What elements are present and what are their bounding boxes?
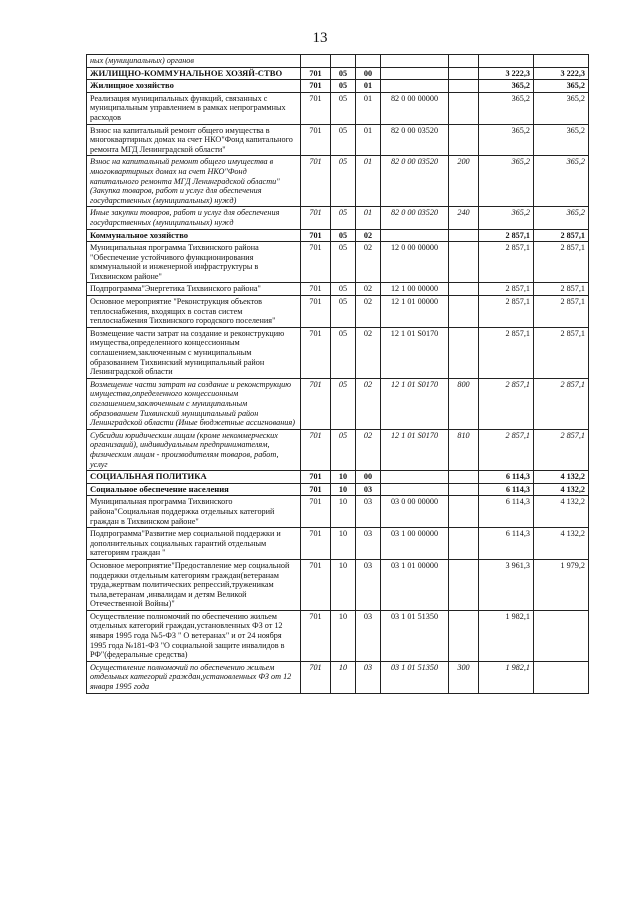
subsection-code-cell: 01 <box>356 92 381 124</box>
expense-type-cell <box>449 67 479 80</box>
amount-cell: 365,2 <box>534 92 589 124</box>
table-row <box>87 80 589 93</box>
expense-type-cell <box>449 496 479 528</box>
subsection-code-cell: 01 <box>356 207 381 229</box>
target-article-cell <box>381 471 449 484</box>
table-row <box>87 327 589 378</box>
row-name-cell: Муниципальная программа Тихвинского района "Обеспечение устойчивого функционирования коммунальной и инженерной инфраструктуры в Тихвинском районе" <box>87 242 301 283</box>
row-name-cell: Подпрограмма"Энергетика Тихвинского района" <box>87 283 301 296</box>
table-row <box>87 242 589 283</box>
expense-type-cell <box>449 327 479 378</box>
section-code-cell: 10 <box>331 610 356 661</box>
target-article-cell: 82 0 00 03520 <box>381 207 449 229</box>
section-code-cell: 05 <box>331 283 356 296</box>
subsection-code-cell: 00 <box>356 471 381 484</box>
row-name-cell: Осуществление полномочий по обеспечению жильем отдельных категорий граждан,установленных ФЗ от 12 января 1995 года <box>87 661 301 693</box>
row-name-cell: Подпрограмма"Развитие мер социальной поддержки и дополнительных социальных гарантий отдельным категориям граждан " <box>87 528 301 560</box>
admin-code-cell: 701 <box>301 378 331 429</box>
row-name-cell: Реализация муниципальных функций, связанных с муниципальным управлением в рамках непрограммных расходов <box>87 92 301 124</box>
expense-type-cell: 240 <box>449 207 479 229</box>
row-name-cell: Осуществление полномочий по обеспечению жильем отдельных категорий граждан,установленных ФЗ от 12 января 1995 года №5-ФЗ " О ветеранах" и от 24 ноября 1995 года №181-ФЗ "О социальной защите инвалидов в РФ"(федеральные средства) <box>87 610 301 661</box>
section-code-cell: 05 <box>331 242 356 283</box>
target-article-cell: 12 0 00 00000 <box>381 242 449 283</box>
amount-cell: 3 961,3 <box>479 559 534 610</box>
row-name-cell: Муниципальная программа Тихвинского района"Социальная поддержка отдельных категорий граждан в Тихвинском районе" <box>87 496 301 528</box>
admin-code-cell: 701 <box>301 124 331 156</box>
target-article-cell: 12 1 01 S0170 <box>381 378 449 429</box>
section-code-cell: 10 <box>331 661 356 693</box>
amount-cell <box>534 55 589 68</box>
target-article-cell: 12 1 01 00000 <box>381 296 449 328</box>
amount-cell: 2 857,1 <box>479 378 534 429</box>
table-row <box>87 124 589 156</box>
amount-cell <box>534 661 589 693</box>
target-article-cell: 12 1 01 S0170 <box>381 429 449 470</box>
budget-table <box>86 54 589 694</box>
expense-type-cell <box>449 610 479 661</box>
section-code-cell: 05 <box>331 67 356 80</box>
table-row <box>87 471 589 484</box>
target-article-cell <box>381 80 449 93</box>
section-code-cell: 10 <box>331 528 356 560</box>
amount-cell: 1 982,1 <box>479 661 534 693</box>
admin-code-cell: 701 <box>301 471 331 484</box>
amount-cell: 6 114,3 <box>479 496 534 528</box>
target-article-cell: 03 1 01 00000 <box>381 559 449 610</box>
expense-type-cell: 200 <box>449 156 479 207</box>
section-code-cell: 10 <box>331 471 356 484</box>
amount-cell: 6 114,3 <box>479 528 534 560</box>
amount-cell: 365,2 <box>534 156 589 207</box>
amount-cell: 2 857,1 <box>479 283 534 296</box>
amount-cell: 6 114,3 <box>479 471 534 484</box>
amount-cell <box>479 55 534 68</box>
table-row <box>87 156 589 207</box>
section-code-cell: 05 <box>331 124 356 156</box>
section-code-cell: 05 <box>331 429 356 470</box>
amount-cell: 2 857,1 <box>534 429 589 470</box>
amount-cell: 2 857,1 <box>534 229 589 242</box>
amount-cell: 2 857,1 <box>534 327 589 378</box>
expense-type-cell <box>449 229 479 242</box>
target-article-cell <box>381 55 449 68</box>
amount-cell: 2 857,1 <box>534 296 589 328</box>
subsection-code-cell: 02 <box>356 296 381 328</box>
target-article-cell: 82 0 00 03520 <box>381 156 449 207</box>
row-name-cell: Иные закупки товаров, работ и услуг для обеспечения государственных (муниципальных) нужд <box>87 207 301 229</box>
subsection-code-cell: 03 <box>356 496 381 528</box>
amount-cell: 2 857,1 <box>534 283 589 296</box>
row-name-cell: СОЦИАЛЬНАЯ ПОЛИТИКА <box>87 471 301 484</box>
row-name-cell: Субсидии юридическим лицам (кроме некоммерческих организаций), индивидуальным предпринимателям, физическим лицам - производителям товаров, работ, услуг <box>87 429 301 470</box>
table-row <box>87 67 589 80</box>
table-row <box>87 283 589 296</box>
section-code-cell <box>331 55 356 68</box>
amount-cell: 1 979,2 <box>534 559 589 610</box>
admin-code-cell: 701 <box>301 229 331 242</box>
expense-type-cell <box>449 528 479 560</box>
amount-cell: 365,2 <box>479 207 534 229</box>
subsection-code-cell: 01 <box>356 124 381 156</box>
subsection-code-cell: 03 <box>356 528 381 560</box>
table-row <box>87 610 589 661</box>
subsection-code-cell: 02 <box>356 429 381 470</box>
admin-code-cell <box>301 55 331 68</box>
section-code-cell: 05 <box>331 207 356 229</box>
expense-type-cell <box>449 483 479 496</box>
amount-cell: 2 857,1 <box>534 242 589 283</box>
amount-cell: 2 857,1 <box>479 296 534 328</box>
amount-cell: 2 857,1 <box>479 429 534 470</box>
target-article-cell: 12 1 01 S0170 <box>381 327 449 378</box>
table-row <box>87 429 589 470</box>
amount-cell: 2 857,1 <box>534 378 589 429</box>
expense-type-cell <box>449 471 479 484</box>
amount-cell: 365,2 <box>479 80 534 93</box>
expense-type-cell <box>449 296 479 328</box>
target-article-cell: 03 1 00 00000 <box>381 528 449 560</box>
section-code-cell: 10 <box>331 559 356 610</box>
subsection-code-cell: 00 <box>356 67 381 80</box>
amount-cell: 365,2 <box>534 124 589 156</box>
admin-code-cell: 701 <box>301 429 331 470</box>
amount-cell: 365,2 <box>479 124 534 156</box>
table-row <box>87 378 589 429</box>
target-article-cell: 03 1 01 51350 <box>381 661 449 693</box>
subsection-code-cell: 03 <box>356 483 381 496</box>
admin-code-cell: 701 <box>301 156 331 207</box>
row-name-cell: Жилищное хозяйство <box>87 80 301 93</box>
section-code-cell: 05 <box>331 80 356 93</box>
target-article-cell <box>381 483 449 496</box>
amount-cell: 365,2 <box>479 92 534 124</box>
table-row <box>87 207 589 229</box>
admin-code-cell: 701 <box>301 610 331 661</box>
amount-cell: 2 857,1 <box>479 327 534 378</box>
amount-cell: 4 132,2 <box>534 471 589 484</box>
expense-type-cell: 300 <box>449 661 479 693</box>
subsection-code-cell: 02 <box>356 327 381 378</box>
row-name-cell: Возмещение части затрат на создание и реконструкцию имущества,определенного концессионным соглашением,заключенным с муниципальным образованием Тихвинский муниципальный район Ленинградской области <box>87 327 301 378</box>
subsection-code-cell: 03 <box>356 610 381 661</box>
expense-type-cell <box>449 283 479 296</box>
admin-code-cell: 701 <box>301 559 331 610</box>
subsection-code-cell: 02 <box>356 242 381 283</box>
amount-cell: 4 132,2 <box>534 496 589 528</box>
target-article-cell: 82 0 00 00000 <box>381 92 449 124</box>
amount-cell: 2 857,1 <box>479 242 534 283</box>
amount-cell: 365,2 <box>534 80 589 93</box>
amount-cell: 365,2 <box>479 156 534 207</box>
row-name-cell: Возмещение части затрат на создание и реконструкцию имущества,определенного концессионным соглашением,заключенным с муниципальным образованием Тихвинский муниципальный район Ленинградской области (Иные бюджетные ассигнования) <box>87 378 301 429</box>
row-name-cell: Коммунальное хозяйство <box>87 229 301 242</box>
amount-cell: 3 222,3 <box>534 67 589 80</box>
subsection-code-cell: 02 <box>356 283 381 296</box>
section-code-cell: 05 <box>331 296 356 328</box>
expense-type-cell <box>449 124 479 156</box>
section-code-cell: 05 <box>331 378 356 429</box>
amount-cell: 3 222,3 <box>479 67 534 80</box>
target-article-cell: 82 0 00 03520 <box>381 124 449 156</box>
admin-code-cell: 701 <box>301 483 331 496</box>
subsection-code-cell: 01 <box>356 80 381 93</box>
subsection-code-cell: 03 <box>356 661 381 693</box>
table-body <box>87 55 589 694</box>
subsection-code-cell: 03 <box>356 559 381 610</box>
amount-cell <box>534 610 589 661</box>
subsection-code-cell: 01 <box>356 156 381 207</box>
amount-cell: 365,2 <box>534 207 589 229</box>
admin-code-cell: 701 <box>301 327 331 378</box>
admin-code-cell: 701 <box>301 661 331 693</box>
admin-code-cell: 701 <box>301 80 331 93</box>
page-number: 13 <box>312 30 328 46</box>
admin-code-cell: 701 <box>301 296 331 328</box>
amount-cell: 4 132,2 <box>534 528 589 560</box>
row-name-cell: Взнос на капитальный ремонт общего имущества в многоквартирных домах на счет НКО"Фонд капитального ремонта МГД Ленинградской области" (Закупка товаров, работ и услуг для обеспечения государственных (муниципальных) нужд) <box>87 156 301 207</box>
amount-cell: 2 857,1 <box>479 229 534 242</box>
admin-code-cell: 701 <box>301 242 331 283</box>
subsection-code-cell: 02 <box>356 378 381 429</box>
table-row <box>87 92 589 124</box>
subsection-code-cell: 02 <box>356 229 381 242</box>
section-code-cell: 05 <box>331 92 356 124</box>
amount-cell: 4 132,2 <box>534 483 589 496</box>
expense-type-cell <box>449 92 479 124</box>
section-code-cell: 10 <box>331 483 356 496</box>
table-row <box>87 229 589 242</box>
target-article-cell: 03 0 00 00000 <box>381 496 449 528</box>
expense-type-cell <box>449 80 479 93</box>
row-name-cell: Основное мероприятие "Реконструкция объектов теплоснабжения, входящих в состав систем теплоснабжения Тихвинского городского поселения" <box>87 296 301 328</box>
subsection-code-cell <box>356 55 381 68</box>
section-code-cell: 05 <box>331 229 356 242</box>
table-row <box>87 296 589 328</box>
section-code-cell: 05 <box>331 156 356 207</box>
table-row <box>87 483 589 496</box>
row-name-cell: ных (муниципальных) органов <box>87 55 301 68</box>
table-row <box>87 528 589 560</box>
expense-type-cell: 800 <box>449 378 479 429</box>
target-article-cell: 12 1 00 00000 <box>381 283 449 296</box>
target-article-cell <box>381 229 449 242</box>
target-article-cell <box>381 67 449 80</box>
table-row <box>87 559 589 610</box>
admin-code-cell: 701 <box>301 207 331 229</box>
admin-code-cell: 701 <box>301 92 331 124</box>
admin-code-cell: 701 <box>301 67 331 80</box>
admin-code-cell: 701 <box>301 283 331 296</box>
table-row <box>87 55 589 68</box>
admin-code-cell: 701 <box>301 528 331 560</box>
row-name-cell: Взнос на капитальный ремонт общего имущества в многоквартирных домах на счет НКО"Фонд капитального ремонта МГД Ленинградской области" <box>87 124 301 156</box>
target-article-cell: 03 1 01 51350 <box>381 610 449 661</box>
section-code-cell: 05 <box>331 327 356 378</box>
admin-code-cell: 701 <box>301 496 331 528</box>
row-name-cell: Социальное обеспечение населения <box>87 483 301 496</box>
amount-cell: 1 982,1 <box>479 610 534 661</box>
expense-type-cell <box>449 559 479 610</box>
row-name-cell: Основное мероприятие"Предоставление мер социальной поддержки отдельным категориям граждан(ветеранам труда,жертвам политических репрессий,труженикам тыла,ветеранам ,инвалидам и детям Великой Отечественной Войны)" <box>87 559 301 610</box>
expense-type-cell <box>449 242 479 283</box>
expense-type-cell <box>449 55 479 68</box>
table-row <box>87 496 589 528</box>
expense-type-cell: 810 <box>449 429 479 470</box>
section-code-cell: 10 <box>331 496 356 528</box>
table-row <box>87 661 589 693</box>
row-name-cell: ЖИЛИЩНО-КОММУНАЛЬНОЕ ХОЗЯЙ-СТВО <box>87 67 301 80</box>
amount-cell: 6 114,3 <box>479 483 534 496</box>
